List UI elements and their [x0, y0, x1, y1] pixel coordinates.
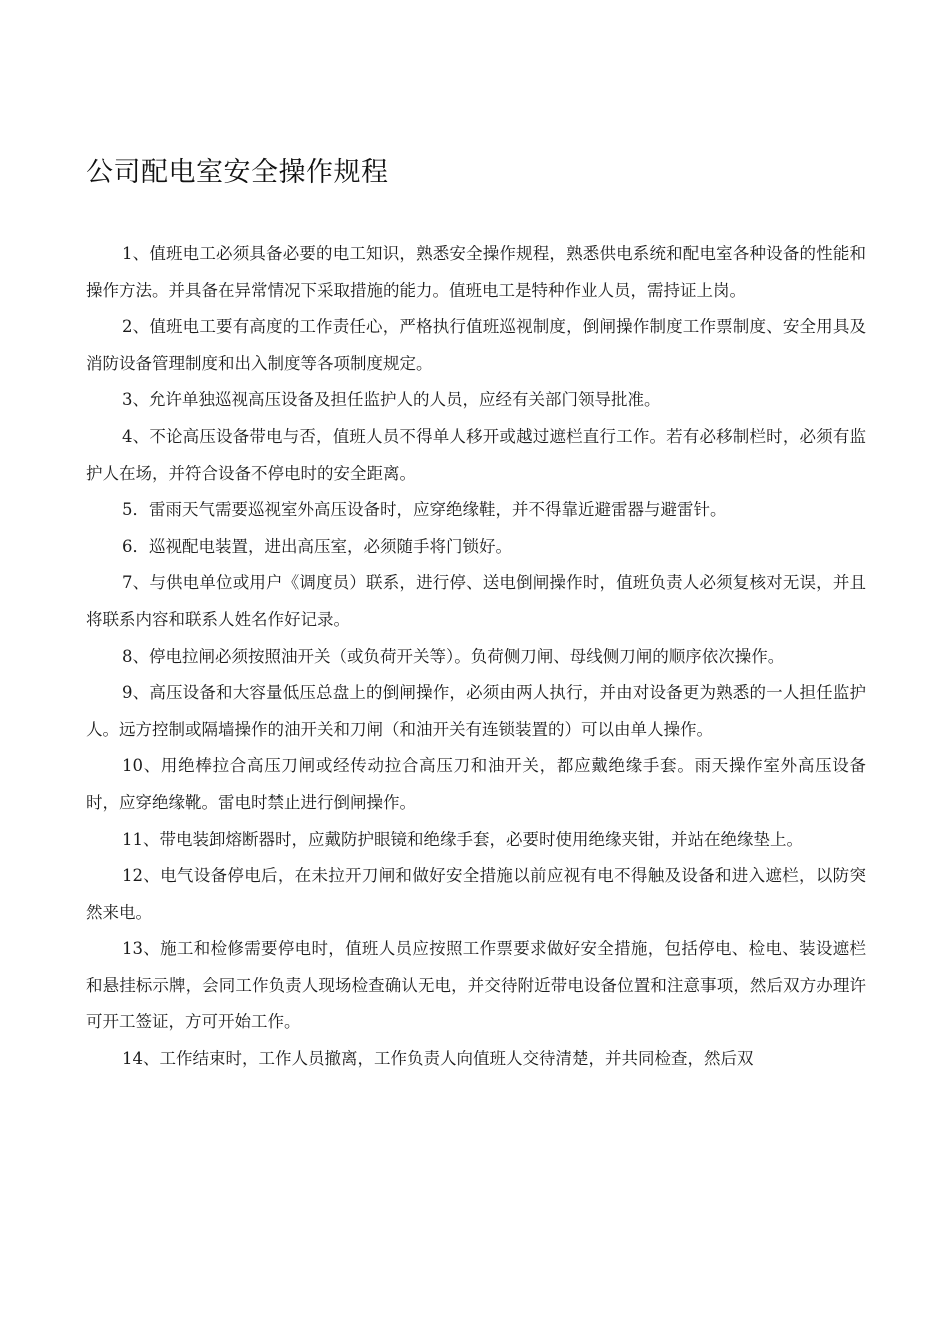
paragraph-6: 6．巡视配电装置，进出高压室，必须随手将门锁好。 — [122, 536, 512, 556]
paragraph-5: 5．雷雨天气需要巡视室外高压设备时，应穿绝缘鞋，并不得靠近避雷器与避雷针。 — [122, 500, 727, 520]
paragraph-9: 9、高压设备和大容量低压总盘上的倒闸操作，必须由两人执行，并由对设备更为熟悉的一人担任监护人。远方控制或隔墙操作的油开关和刀闸（和油开关有连锁装置的）可以由单人操作。 — [86, 683, 866, 739]
paragraph-11: 11、带电装卸熔断器时，应戴防护眼镜和绝缘手套，必要时使用绝缘夹钳，并站在绝缘垫上。 — [122, 829, 803, 849]
paragraph-12: 12、电气设备停电后，在未拉开刀闸和做好安全措施以前应视有电不得触及设备和进入遮栏，以防突然来电。 — [86, 866, 866, 922]
paragraph-14: 14、工作结束时，工作人员撤离，工作负责人向值班人交待清楚，并共同检查，然后双 — [122, 1049, 754, 1069]
paragraph-8: 8、停电拉闸必须按照油开关（或负荷开关等）。负荷侧刀闸、母线侧刀闸的顺序依次操作。 — [122, 646, 785, 666]
paragraph-10: 10、用绝棒拉合高压刀闸或经传动拉合高压刀和油开关，都应戴绝缘手套。雨天操作室外高压设备时，应穿绝缘靴。雷电时禁止进行倒闸操作。 — [86, 756, 866, 812]
paragraph-3: 3、允许单独巡视高压设备及担任监护人的人员，应经有关部门领导批准。 — [122, 390, 661, 410]
paragraph-13: 13、施工和检修需要停电时，值班人员应按照工作票要求做好安全措施，包括停电、检电、装设遮栏和悬挂标示牌，会同工作负责人现场检查确认无电，并交待附近带电设备位置和注意事项，然后双方办理许可开工签证，方可开始工作。 — [86, 939, 866, 1032]
paragraph-4: 4、不论高压设备带电与否，值班人员不得单人移开或越过遮栏直行工作。若有必移制栏时，必须有监护人在场，并符合设备不停电时的安全距离。 — [86, 426, 866, 483]
document-body — [86, 236, 866, 1078]
paragraph-2: 2、值班电工要有高度的工作责任心，严格执行值班巡视制度，倒闸操作制度工作票制度、安全用具及消防设备管理制度和出入制度等各项制度规定。 — [86, 317, 866, 373]
paragraph-7: 7、与供电单位或用户《调度员）联系，进行停、送电倒闸操作时，值班负责人必须复核对无误，并且将联系内容和联系人姓名作好记录。 — [86, 573, 866, 629]
document-title: 公司配电室安全操作规程 — [86, 157, 389, 188]
paragraph-1: 1、值班电工必须具备必要的电工知识，熟悉安全操作规程，熟悉供电系统和配电室各种设备的性能和操作方法。并具备在异常情况下采取措施的能力。值班电工是特种作业人员，需持证上岗。 — [86, 244, 866, 300]
